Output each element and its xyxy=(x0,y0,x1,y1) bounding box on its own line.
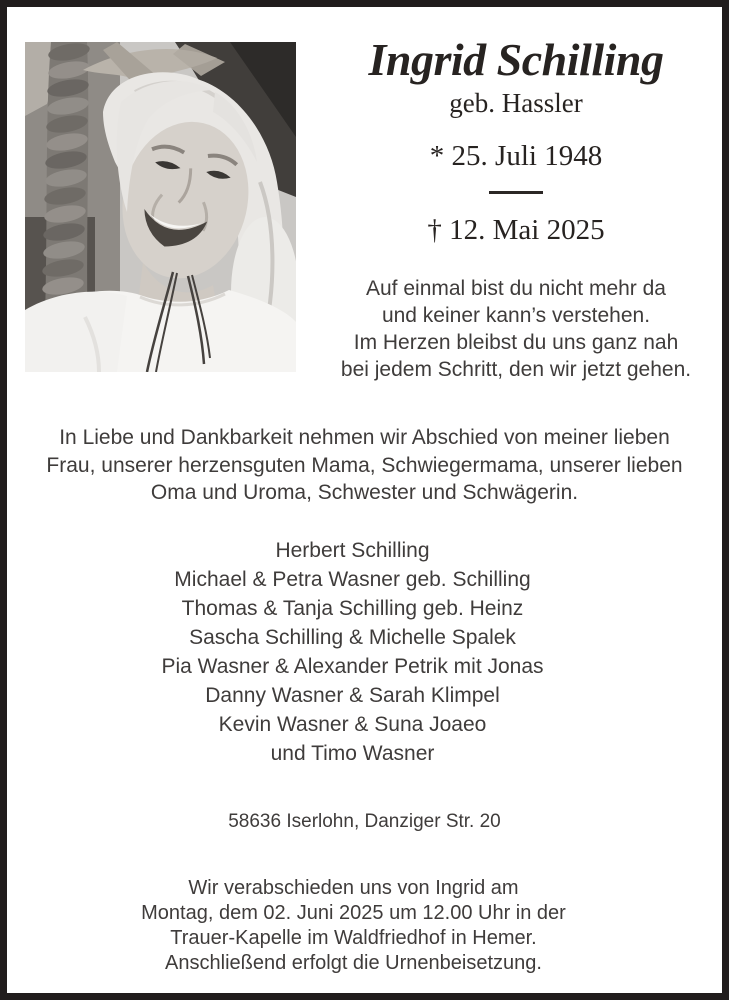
birth-date: * 25. Juli 1948 xyxy=(429,140,603,172)
farewell-line: In Liebe und Dankbarkeit nehmen wir Abschied von meiner lieben xyxy=(59,426,670,449)
portrait-photo-image xyxy=(25,42,296,372)
address: 58636 Iserlohn, Danziger Str. 20 xyxy=(228,811,501,832)
header-column xyxy=(330,7,702,427)
funeral-line: Wir verabschieden uns von Ingrid am xyxy=(188,877,519,899)
farewell-line: Oma und Uroma, Schwester und Schwägerin. xyxy=(150,481,579,504)
funeral-line: Trauer-Kapelle im Waldfriedhof in Hemer. xyxy=(170,927,537,949)
verse-line: Auf einmal bist du nicht mehr da xyxy=(366,277,666,300)
memorial-verse xyxy=(300,275,729,383)
verse-line: und keiner kann’s verstehen. xyxy=(381,304,651,327)
mourners-list xyxy=(7,536,722,768)
mourner-name: Pia Wasner & Alexander Petrik mit Jonas xyxy=(161,655,544,678)
deceased-name: Ingrid Schilling xyxy=(368,34,664,85)
maiden-name: geb. Hassler xyxy=(449,88,583,118)
mourner-name: und Timo Wasner xyxy=(270,742,435,765)
mourner-name: Thomas & Tanja Schilling geb. Heinz xyxy=(181,597,524,620)
mourner-name: Kevin Wasner & Suna Joaeo xyxy=(218,713,487,736)
verse-line: bei jedem Schritt, den wir jetzt gehen. xyxy=(340,358,692,381)
funeral-line: Anschließend erfolgt die Urnenbeisetzung. xyxy=(165,952,542,974)
verse-line: Im Herzen bleibst du uns ganz nah xyxy=(353,331,679,354)
dates-divider xyxy=(489,191,543,194)
farewell-text xyxy=(7,424,722,507)
mourner-name: Danny Wasner & Sarah Klimpel xyxy=(205,684,500,707)
funeral-line: Montag, dem 02. Juni 2025 um 12.00 Uhr in der xyxy=(141,902,566,924)
death-date: † 12. Mai 2025 xyxy=(427,214,605,246)
farewell-line: Frau, unserer herzensguten Mama, Schwiegermama, unserer lieben xyxy=(46,453,683,477)
portrait-photo xyxy=(25,42,296,372)
mourner-name: Michael & Petra Wasner geb. Schilling xyxy=(174,568,531,591)
mourner-name: Herbert Schilling xyxy=(275,539,430,562)
funeral-info xyxy=(7,876,722,976)
mourner-name: Sascha Schilling & Michelle Spalek xyxy=(189,626,516,649)
